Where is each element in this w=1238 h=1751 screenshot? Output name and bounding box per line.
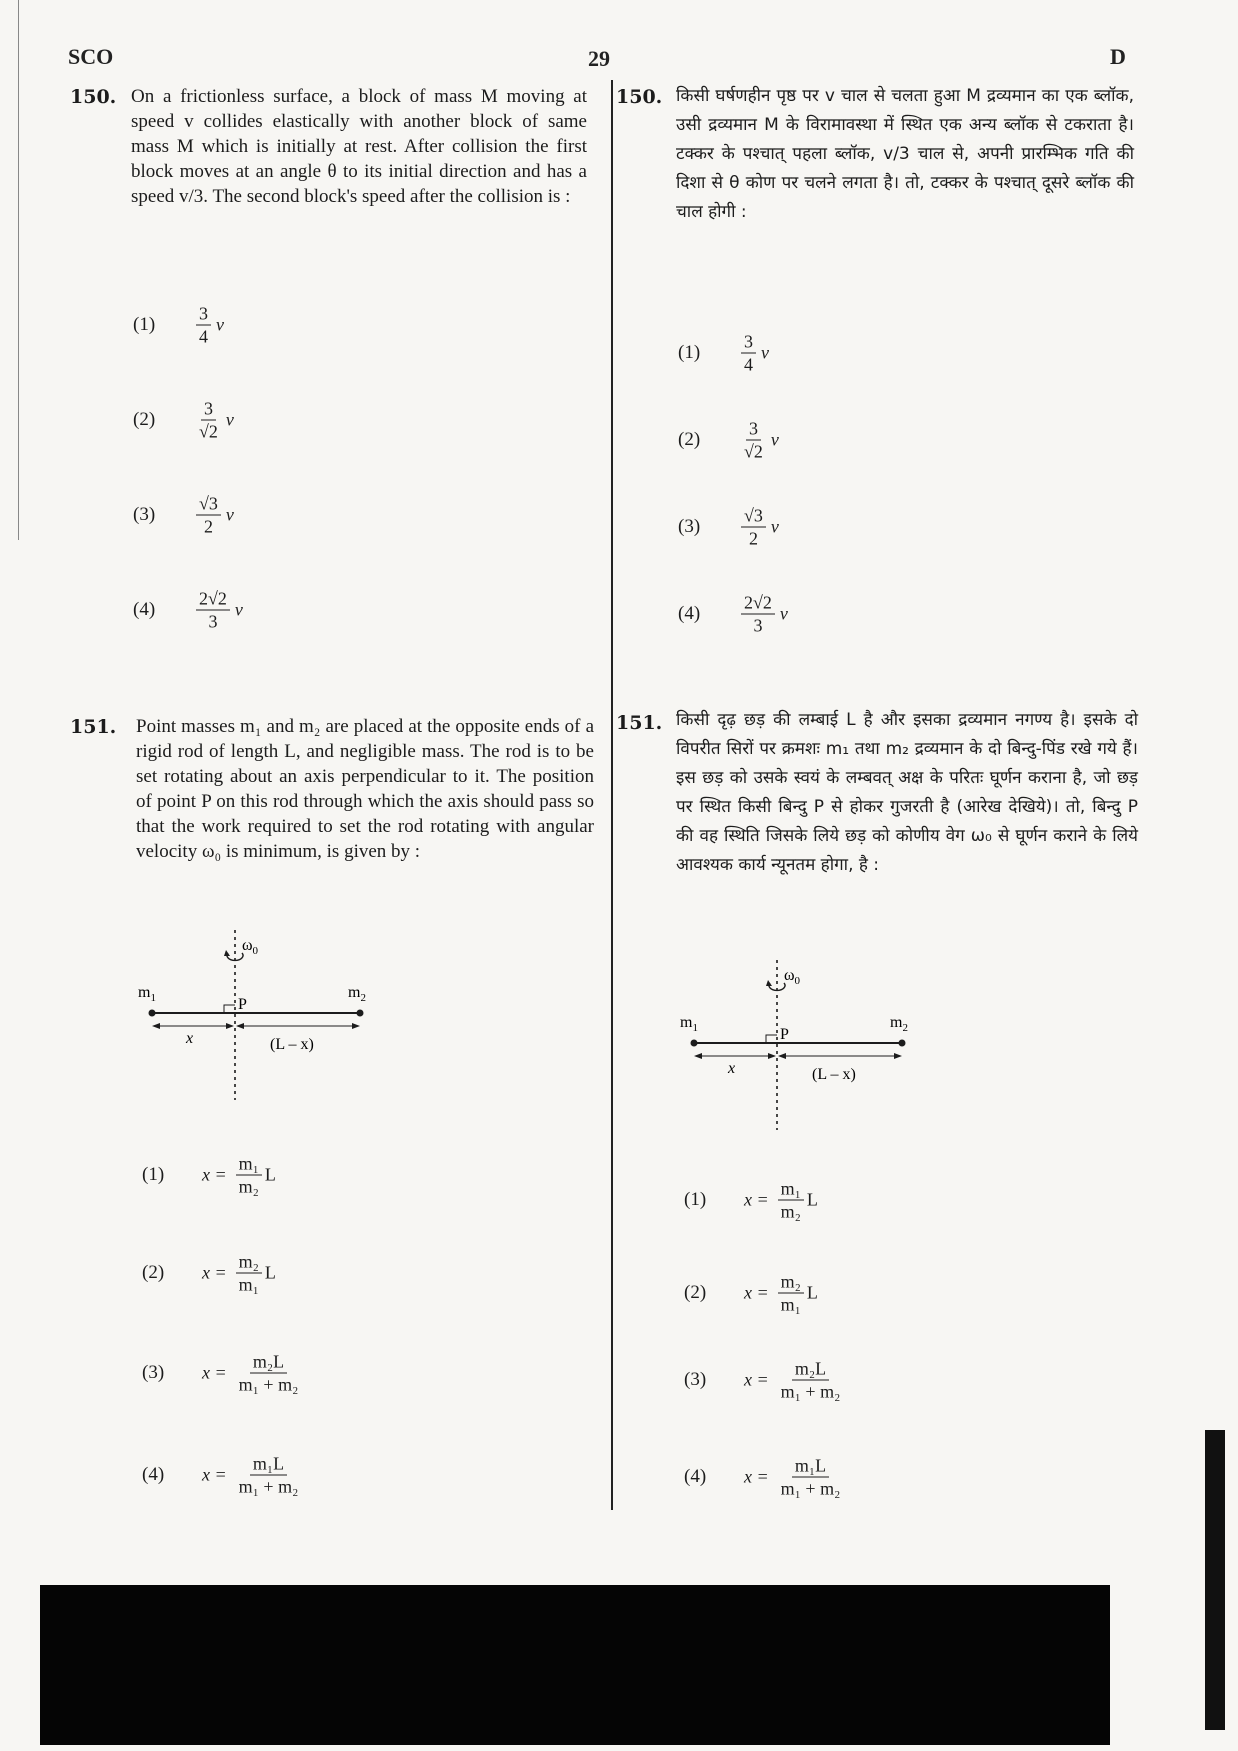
mass-m1 xyxy=(149,1010,156,1017)
omega-label: $\omega_0$ xyxy=(242,937,259,957)
option-label: (2) xyxy=(678,429,701,450)
point-p-label: P xyxy=(780,1026,789,1043)
frac-num: m₁L xyxy=(250,1454,287,1476)
frac-den: m₁ xyxy=(780,1294,801,1315)
option-label: (3) xyxy=(684,1369,707,1390)
lhs: x = xyxy=(202,1362,227,1383)
arrow-head xyxy=(226,1023,234,1029)
q151-option-en[interactable] xyxy=(142,1140,502,1210)
option-label: (3) xyxy=(678,516,701,537)
q150-option-en[interactable] xyxy=(133,575,493,645)
option-label: (4) xyxy=(684,1466,707,1487)
frac-num: m₁ xyxy=(778,1179,804,1201)
frac-den: 3 xyxy=(753,615,763,636)
m1-label: $m_1$ xyxy=(138,984,156,1004)
q151-number-en: 151. xyxy=(70,716,117,738)
lhs: x = xyxy=(202,1464,227,1485)
rod-diagram-hi xyxy=(672,955,932,1135)
lhs: x = xyxy=(744,1466,769,1487)
frac-num: m₂L xyxy=(792,1359,829,1381)
tail: L xyxy=(264,1262,276,1283)
mass-m2 xyxy=(357,1010,364,1017)
left-margin-line xyxy=(18,0,19,540)
frac-num: √3 xyxy=(196,494,221,516)
frac-den: m₁ + m₂ xyxy=(780,1381,841,1402)
arrow-head xyxy=(236,1023,244,1029)
m2-label: $m_2$ xyxy=(348,984,366,1004)
frac-den: m₁ + m₂ xyxy=(238,1476,299,1497)
q151-number-hi: 151. xyxy=(616,712,663,734)
frac-num: 2√2 xyxy=(196,589,230,611)
tail: L xyxy=(806,1282,818,1303)
q150-option-en[interactable] xyxy=(133,385,493,455)
option-label: (2) xyxy=(142,1262,165,1283)
frac-den: 2 xyxy=(748,528,758,549)
q150-option-hi[interactable] xyxy=(678,318,1038,388)
frac-den: 4 xyxy=(744,354,753,375)
frac-num: √3 xyxy=(741,506,766,528)
option-label: (1) xyxy=(142,1164,165,1185)
option-label: (2) xyxy=(133,409,156,430)
tail: L xyxy=(264,1164,276,1185)
tail: L xyxy=(806,1189,818,1210)
arrow-head xyxy=(224,950,230,956)
q150-option-en[interactable] xyxy=(133,290,493,360)
q150-number-hi: 150. xyxy=(616,86,663,108)
arrow-head xyxy=(768,1053,776,1059)
frac-den: m₁ + m₂ xyxy=(238,1374,299,1395)
var-v: v xyxy=(761,342,769,363)
header-right: D xyxy=(1110,44,1126,69)
page-number: 29 xyxy=(588,46,610,71)
q151-option-en[interactable] xyxy=(142,1238,502,1308)
q150-option-hi[interactable] xyxy=(678,579,1038,649)
frac-num: 2√2 xyxy=(741,593,775,615)
lhs: x = xyxy=(744,1369,769,1390)
frac-num: 3 xyxy=(201,399,216,421)
option-label: (2) xyxy=(684,1282,707,1303)
frac-den: 2 xyxy=(203,516,213,537)
var-v: v xyxy=(216,314,224,335)
q151-option-en[interactable] xyxy=(142,1338,502,1408)
m1-label: $m_1$ xyxy=(680,1014,698,1034)
m2-label: $m_2$ xyxy=(890,1014,908,1034)
lhs: x = xyxy=(744,1189,769,1210)
frac-den: 3 xyxy=(208,611,218,632)
q151-option-hi[interactable] xyxy=(684,1345,1044,1415)
frac-num: m₁ xyxy=(236,1154,262,1176)
frac-den: √2 xyxy=(199,421,218,442)
frac-num: 3 xyxy=(746,419,761,441)
right-angle xyxy=(224,1005,235,1013)
frac-den: m₁ xyxy=(238,1274,259,1295)
q151-text-en: Point masses m₁ and m₂ are placed at the opposite ends of a rigid rod of length L, and negligible mass. The rod is to be set rotating about an axis perpendicular to it. The position of point P on this rod through which the axis should pass so that the work required to set the rod rotating with angular velocity ω₀ is minimum, is given by : xyxy=(136,716,594,862)
q150-text-hi: किसी घर्षणहीन पृष्ठ पर v चाल से चलता हुआ M द्रव्यमान का एक ब्लॉक, उसी द्रव्यमान M के विरामावस्था में स्थित एक अन्य ब्लॉक से टकराता है। टक्कर के पश्चात् पहला ब्लॉक, v/3 चाल से, अपनी प्रारम्भिक गति की दिशा से θ कोण पर चलने लगता है। तो, टक्कर के पश्चात् दूसरे ब्लॉक की चाल होगी : xyxy=(676,86,1134,222)
q151-option-hi[interactable] xyxy=(684,1442,1044,1512)
omega-label: $\omega_0$ xyxy=(784,967,801,987)
option-label: (3) xyxy=(133,504,156,525)
arrow-head xyxy=(352,1023,360,1029)
frac-den: 4 xyxy=(199,326,208,347)
q150-option-en[interactable] xyxy=(133,480,493,550)
var-v: v xyxy=(225,409,234,430)
frac-num: 3 xyxy=(196,304,211,326)
q151-text-hi: किसी दृढ़ छड़ की लम्बाई L है और इसका द्रव्यमान नगण्य है। इसके दो विपरीत सिरों पर क्रमशः m₁ तथा m₂ द्रव्यमान के दो बिन्दु-पिंड रखे गये हैं। इस छड़ को उसके स्वयं के लम्बवत् अक्ष के परितः घूर्णन कराना है, जो छड़ पर स्थित किसी बिन्दु P से होकर गुजरती है (आरेख देखिये)। तो, बिन्दु P की वह स्थिति जिसके लिये छड़ को कोणीय वेग ω₀ से घूर्णन कराने के लिये आवश्यक कार्य न्यूनतम होगा, है : xyxy=(676,710,1138,875)
x-label: x xyxy=(186,1030,194,1047)
mass-m2 xyxy=(899,1040,906,1047)
q150-option-hi[interactable] xyxy=(678,405,1038,475)
var-v: v xyxy=(770,429,779,450)
option-label: (1) xyxy=(678,342,701,363)
arrow-head xyxy=(152,1023,160,1029)
q150-number-en: 150. xyxy=(70,86,117,108)
lhs: x = xyxy=(202,1164,227,1185)
lhs: x = xyxy=(744,1282,769,1303)
var-v: v xyxy=(770,516,779,537)
frac-num: 3 xyxy=(741,332,756,354)
header-left: SCO xyxy=(68,44,114,69)
arrow-head xyxy=(694,1053,702,1059)
option-label: (1) xyxy=(133,314,156,335)
var-v: v xyxy=(225,504,234,525)
rod-diagram-en xyxy=(130,925,390,1105)
l-minus-x-label: (L – x) xyxy=(270,1036,314,1053)
var-v: v xyxy=(234,599,243,620)
scan-edge-right xyxy=(1205,1430,1225,1730)
option-label: (4) xyxy=(678,603,701,624)
scan-shadow xyxy=(40,1585,1110,1745)
frac-den: m₂ xyxy=(780,1201,801,1222)
frac-den: m₂ xyxy=(238,1176,259,1197)
q150-option-hi[interactable] xyxy=(678,492,1038,562)
arrow-head xyxy=(766,980,772,986)
x-label: x xyxy=(728,1060,736,1077)
frac-den: m₁ + m₂ xyxy=(780,1478,841,1499)
lhs: x = xyxy=(202,1262,227,1283)
frac-den: √2 xyxy=(744,441,763,462)
frac-num: m₂ xyxy=(778,1272,804,1294)
q151-option-hi[interactable] xyxy=(684,1258,1044,1328)
q150-text-en: On a frictionless surface, a block of mass M moving at speed v collides elastically with another block of same mass M which is initially at rest. After collision the first block moves at an angle θ to its initial direction and has a speed v/3. The second block's speed after the collision is : xyxy=(131,86,587,207)
option-label: (1) xyxy=(684,1189,707,1210)
q151-option-hi[interactable] xyxy=(684,1165,1044,1235)
frac-num: m₂L xyxy=(250,1352,287,1374)
mass-m1 xyxy=(691,1040,698,1047)
point-p-label: P xyxy=(238,996,247,1013)
var-v: v xyxy=(779,603,788,624)
frac-num: m₂ xyxy=(236,1252,262,1274)
l-minus-x-label: (L – x) xyxy=(812,1066,856,1083)
arrow-head xyxy=(894,1053,902,1059)
column-divider xyxy=(611,80,613,1510)
q151-option-en[interactable] xyxy=(142,1440,502,1510)
option-label: (3) xyxy=(142,1362,165,1383)
option-label: (4) xyxy=(142,1464,165,1485)
frac-num: m₁L xyxy=(792,1456,829,1478)
right-angle xyxy=(766,1035,777,1043)
arrow-head xyxy=(778,1053,786,1059)
option-label: (4) xyxy=(133,599,156,620)
